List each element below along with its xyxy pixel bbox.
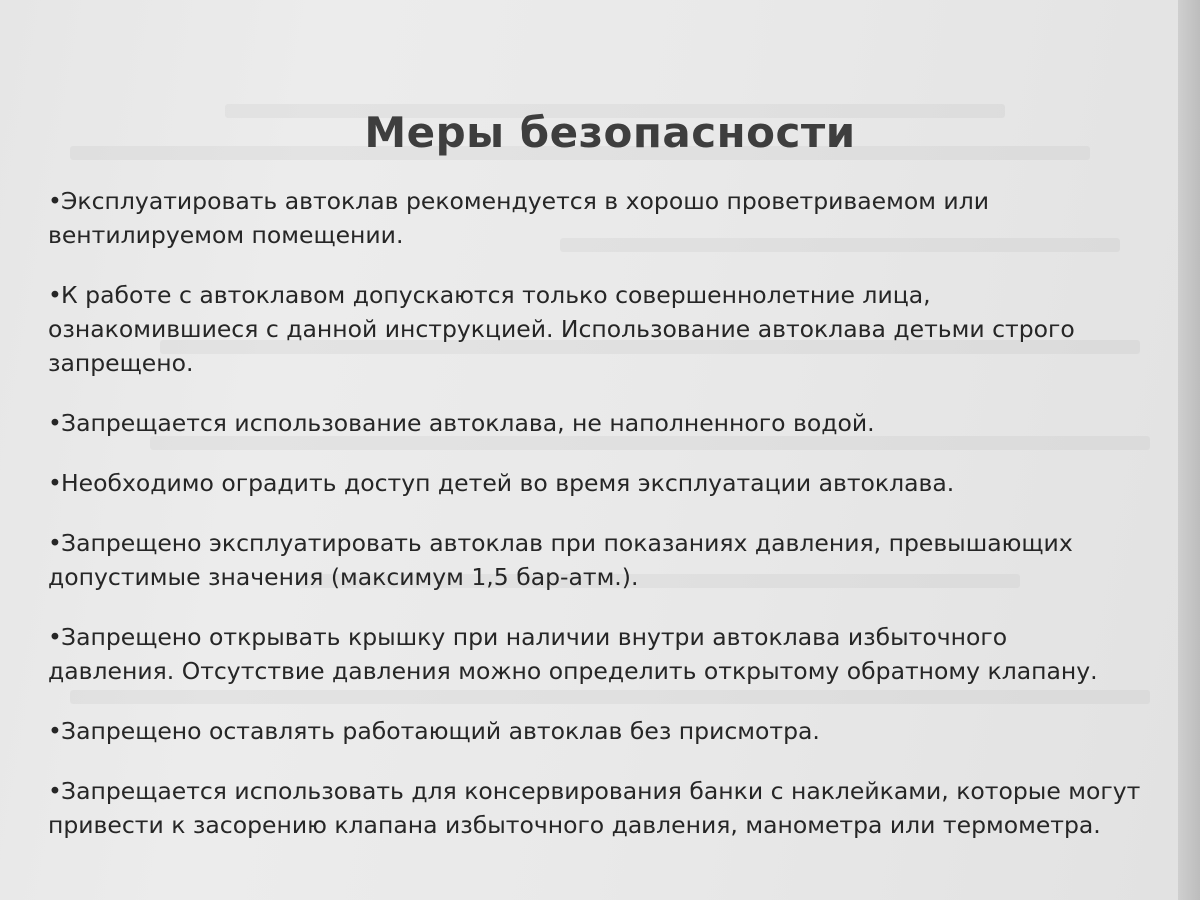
- page-edge-shadow: [1178, 0, 1200, 900]
- item-text-line: Эксплуатировать автоклав рекомендуется в хорошо проветриваемом или: [61, 187, 989, 215]
- item-text-line: вентилируемом помещении.: [48, 221, 404, 249]
- show-through-ghost: [270, 28, 285, 79]
- list-item: [48, 620, 1158, 688]
- item-text-line: Необходимо оградить доступ детей во время эксплуатации автоклава.: [61, 469, 955, 497]
- list-item: [48, 526, 1158, 594]
- list-item: [48, 466, 1158, 500]
- item-text-line: Запрещено оставлять работающий автоклав без присмотра.: [61, 717, 820, 745]
- item-text-line: запрещено.: [48, 349, 194, 377]
- bullet-icon: •: [48, 529, 62, 557]
- item-text-line: давления. Отсутствие давления можно определить открытому обратному клапану.: [48, 657, 1098, 685]
- bullet-icon: •: [48, 409, 62, 437]
- bullet-icon: •: [48, 469, 62, 497]
- list-item: [48, 184, 1158, 252]
- item-text-line: привести к засорению клапана избыточного давления, манометра или термометра.: [48, 811, 1101, 839]
- item-text-line: Запрещено эксплуатировать автоклав при показаниях давления, превышающих: [61, 529, 1073, 557]
- bullet-icon: •: [48, 187, 62, 215]
- bullet-icon: •: [48, 623, 62, 651]
- item-text-line: К работе с автоклавом допускаются только совершеннолетние лица,: [61, 281, 931, 309]
- list-item: [48, 714, 1158, 748]
- bullet-icon: •: [48, 717, 62, 745]
- safety-list: [48, 184, 1158, 868]
- page-title: Меры безопасности: [364, 108, 856, 157]
- list-item: [48, 774, 1158, 842]
- list-item: [48, 278, 1158, 380]
- bullet-icon: •: [48, 777, 62, 805]
- bullet-icon: •: [48, 281, 62, 309]
- item-text-line: ознакомившиеся с данной инструкцией. Использование автоклава детьми строго: [48, 315, 1075, 343]
- list-item: [48, 406, 1158, 440]
- item-text-line: Запрещено открывать крышку при наличии внутри автоклава избыточного: [61, 623, 1008, 651]
- item-text-line: допустимые значения (максимум 1,5 бар-атм.).: [48, 563, 639, 591]
- item-text-line: Запрещается использовать для консервирования банки с наклейками, которые могут: [61, 777, 1141, 805]
- item-text-line: Запрещается использование автоклава, не наполненного водой.: [61, 409, 875, 437]
